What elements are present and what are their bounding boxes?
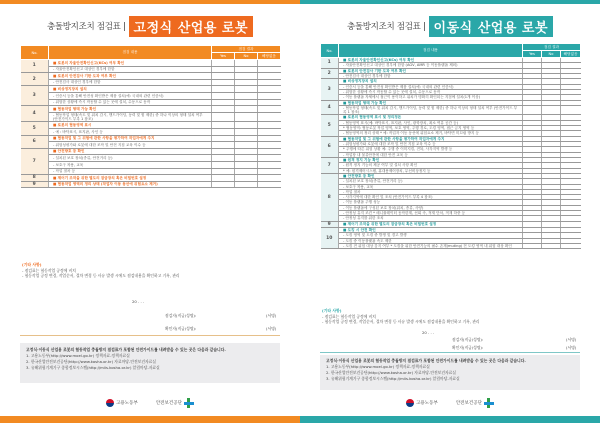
table-row — [21, 86, 281, 93]
ministry-logo — [406, 399, 438, 407]
result-cell-yes[interactable] — [212, 60, 235, 67]
check-content-cell — [49, 142, 212, 149]
row-number: 7 — [21, 148, 49, 174]
row-number: 8 — [321, 173, 339, 221]
agency-logo — [156, 398, 194, 408]
check-content-cell — [49, 148, 212, 155]
result-cell-na[interactable] — [258, 135, 281, 142]
result-cell-na[interactable] — [258, 99, 281, 106]
taegeuk-icon — [106, 399, 114, 407]
result-cell-no[interactable] — [235, 106, 258, 113]
header-na: 해당없음 — [258, 53, 281, 60]
result-cell-no[interactable] — [235, 79, 258, 86]
result-cell-no[interactable] — [235, 92, 258, 99]
result-cell-yes[interactable] — [212, 106, 235, 113]
result-cell-no[interactable] — [235, 99, 258, 106]
row-number: 2 — [321, 68, 339, 79]
row-number: 1 — [321, 58, 339, 69]
result-cell-yes[interactable] — [212, 168, 235, 175]
check-item-detail: - 도킹 전 위험 대상 감지 여부 * 도킹을 위한 안전기능의 필수 존재(muting) 전 도킹 영역 내 위험 대상 확인 — [343, 244, 512, 249]
check-item-title: ■ 로봇의 협동영역 표시 — [53, 123, 92, 128]
title-prefix: 충돌방지조치 점검표 | — [46, 22, 126, 32]
top-accent-bar — [300, 0, 600, 4]
inspector-label: 점검자(직급/성명): — [452, 337, 484, 342]
row-number: 5 — [21, 122, 49, 135]
check-item-detail: - 이동 플랫폼에 구성된 보호 장치(위치, 종류, 사양) — [343, 205, 424, 210]
table-row — [21, 79, 281, 86]
row-number: 9 — [321, 221, 339, 227]
check-item-detail: - 자율안전확인신고 대상인 경우에 한함 — [53, 67, 115, 72]
result-cell-yes[interactable] — [212, 161, 235, 168]
check-item-title: ■ 제어기 조작을 위한 별도의 잠금장치 혹은 비밀번호 설정 — [343, 222, 437, 227]
header-result: 점검 결과 — [523, 44, 581, 51]
result-cell-na[interactable] — [258, 79, 281, 86]
check-item-detail: - 위험성평가와 로봇에 대한 조작 및 안전 지침 교육 이수 등 — [53, 142, 146, 147]
result-cell-no[interactable] — [235, 168, 258, 175]
check-item-title: ■ 협동작업 형태 가능 확인 — [343, 100, 387, 105]
table-row — [21, 175, 281, 182]
info-link-moel[interactable]: 1. 고용노동부(http://www.moel.go.kr) 정책자료-정책자료실 — [26, 353, 130, 359]
check-item-detail: - 안정성 유지를 위한 조치 — [343, 216, 384, 221]
inspector-label: 점검자(직급/성명): — [165, 313, 197, 318]
notes-section — [22, 262, 180, 279]
result-cell-no[interactable] — [235, 112, 258, 122]
check-item-detail: - 협동작업 형태(속도 및 위치 감시, 핸드가이딩, 동력 및 힘 제한) 중 하나 이상의 형태 설치 여부 (안전가이드 부록 1 참조) — [343, 105, 518, 115]
info-title: 고정식·이동식 산업용 로봇의 협동작업 충돌방지 점검표가 포함된 안전가이드를 내려받을 수 있는 곳은 다음과 같습니다. — [326, 358, 526, 363]
header-no: No. — [21, 46, 49, 60]
row-number: 3 — [321, 79, 339, 100]
header-content: 점검 내용 — [339, 44, 523, 58]
confirmer-label: 확인자(직급/성명): — [452, 345, 484, 350]
header-no-col: No — [542, 51, 561, 58]
check-item-detail: - 작업장 내 물류안전에 대한 안전 교육 등 — [343, 152, 408, 157]
date-line: 20 . . . — [132, 299, 145, 304]
check-content-cell — [49, 155, 212, 162]
notes-title: (기타 사항) — [22, 262, 42, 267]
check-item-detail: - 인증서 등을 통해 안전성 확인받은 제품 설치(예: 국내외 관련 인증서) — [343, 84, 454, 89]
check-item-title: ■ 제어기 조작을 위한 별도의 잠금장치 혹은 비밀번호 설정 — [53, 175, 147, 180]
bottom-accent-bar — [300, 416, 600, 423]
info-link-miis[interactable]: 3. 유해위험기계기구 종합정보시스템(http://miis.kosha.or.kr) 알림마당-자료실 — [326, 376, 460, 382]
row-number: 6 — [21, 135, 49, 148]
table-row — [21, 161, 281, 168]
check-item-detail: - 설치된 보호 장치(종류, 안전거리 등) — [53, 155, 113, 160]
result-cell-no[interactable] — [235, 161, 258, 168]
result-cell-na[interactable] — [258, 148, 281, 155]
checklist-table — [320, 43, 581, 249]
ministry-name: 고용노동부 — [116, 401, 138, 406]
check-item-detail: - 도킹 영역 및 도킹 중 발생 및 경고 발생 — [343, 233, 407, 238]
result-cell-na[interactable] — [258, 92, 281, 99]
check-item-title: ■ 협동작업 및 그 위험에 관한 사항을 평가하여 작업자에게 주지 — [53, 136, 155, 141]
check-item-detail: - 안전검사 대상인 경우에 한함 — [343, 73, 391, 78]
result-cell-na[interactable] — [258, 168, 281, 175]
result-cell-no[interactable] — [235, 181, 258, 188]
taegeuk-icon — [406, 399, 414, 407]
row-number: 5 — [321, 115, 339, 136]
header-yes: Yes — [523, 51, 542, 58]
check-content-cell — [49, 99, 212, 106]
info-link-miis[interactable]: 3. 유해위험기계기구 종합정보시스템(http://miis.kosha.or.kr) 알림마당-자료실 — [26, 365, 160, 371]
check-content-cell — [49, 181, 212, 188]
check-content-cell — [49, 161, 212, 168]
check-item-detail: - 위험한 상황에 즉시 작동할 수 있는 곳에 설치, 수동으로 동작 — [53, 100, 151, 105]
result-cell-yes[interactable] — [212, 135, 235, 142]
download-info-box — [20, 343, 280, 383]
result-cell-yes[interactable] — [212, 155, 235, 162]
page-title — [300, 16, 600, 36]
row-number: 6 — [321, 136, 339, 157]
result-cell-no[interactable] — [235, 142, 258, 149]
result-cell-na[interactable] — [258, 106, 281, 113]
check-item-detail: - 설치된 보호 장치(종류, 안전거리 등) — [343, 179, 403, 184]
header-na: 해당없음 — [561, 51, 581, 58]
info-link-moel[interactable]: 1. 고용노동부(http://www.moel.go.kr) 정책자료-정책자료실 — [326, 364, 430, 370]
check-item-detail: - 도킹 중 이동플랫폼 속도 제한 — [343, 238, 392, 243]
result-cell-na[interactable] — [258, 181, 281, 188]
row-number: 1 — [21, 60, 49, 73]
result-cell-yes[interactable] — [212, 66, 235, 73]
agency-name: 안전보건공단 — [455, 401, 482, 406]
result-cell-no[interactable] — [235, 122, 258, 129]
table-row — [21, 181, 281, 188]
bottom-accent-bar — [0, 416, 300, 423]
note-line: - 점검표는 협동작업 공정에 비치 — [22, 267, 76, 273]
check-content-cell — [49, 128, 212, 135]
check-content-cell — [49, 112, 212, 122]
notes-section — [322, 308, 480, 325]
result-cell-na[interactable] — [258, 161, 281, 168]
result-cell-na[interactable] — [258, 73, 281, 80]
result-cell-na[interactable] — [561, 244, 581, 249]
result-cell-yes[interactable] — [212, 112, 235, 122]
confirmer-sign: (서명) — [566, 345, 577, 350]
result-cell-na[interactable] — [561, 105, 581, 115]
check-item-detail: * 예: 원격제어시스템, 휴대용제어장치, 무선비상정지 등 — [343, 168, 431, 173]
result-cell-yes[interactable] — [212, 181, 235, 188]
result-cell-yes[interactable] — [212, 99, 235, 106]
table-row — [21, 112, 281, 122]
result-cell-yes[interactable] — [212, 73, 235, 80]
result-cell-no[interactable] — [235, 128, 258, 135]
footer-logos — [300, 398, 600, 408]
check-content-cell — [49, 135, 212, 142]
check-item-title: ■ 비상정지장치 설치 — [53, 87, 87, 92]
ministry-name: 고용노동부 — [416, 401, 438, 406]
divider — [320, 352, 580, 353]
result-cell-yes[interactable] — [212, 92, 235, 99]
check-item-title: ■ 협동작업 및 그 위험에 관한 사항을 평가하여 작업자에게 주지 — [343, 136, 445, 141]
check-item-detail: - 협동영역의 정리 상태 * 예: 작업자 이동 동선에 위험요소 제거, 바닥면 미끄럼 방지 등 — [343, 131, 479, 136]
inspector-sign: (서명) — [266, 313, 277, 318]
check-item-detail: - 이동 플랫폼 자체에서 접근이 용이하고 위치가 명확히 확인되는 지점에 설치(1개 이상) — [343, 95, 480, 100]
result-cell-no[interactable] — [235, 66, 258, 73]
check-item-detail: - 위험성평가와 로봇에 대한 조작 및 안전 지침 교육 이수 등 — [343, 142, 436, 146]
note-line: - 협동작업 공정 변경, 작업순서, 절차 변경 등 사유 발생 시에도 점검내용을 확인하고 기록, 관리 — [322, 319, 480, 325]
result-cell-no[interactable] — [235, 73, 258, 80]
check-content-cell — [49, 92, 212, 99]
check-item-detail: - 사각지역에 대한 확인 및 조치 (안전가이드 부록 4 참조) — [343, 195, 433, 200]
table-row — [21, 66, 281, 73]
result-cell-na[interactable] — [258, 86, 281, 93]
check-item-title: ■ 안전방호 등 확인 — [53, 149, 85, 154]
page-title — [0, 16, 300, 36]
row-number: 10 — [321, 228, 339, 249]
check-item-title: ■ 원격 정지 기능 확인 — [343, 157, 380, 162]
result-cell-yes[interactable] — [212, 142, 235, 149]
table-row — [21, 122, 281, 129]
title-prefix: 충돌방지조치 점검표 | — [346, 22, 426, 32]
inspector-sign: (서명) — [566, 337, 577, 342]
check-item-detail: - 보호구 착용, 교육 — [53, 162, 84, 167]
confirmer-label: 확인자(직급/성명): — [165, 326, 197, 331]
check-item-detail: - 보호구 착용, 교육 — [343, 184, 374, 189]
result-cell-no[interactable] — [235, 148, 258, 155]
note-line: - 점검표는 협동작업 공정에 비치 — [322, 313, 376, 319]
check-content-cell — [49, 168, 212, 175]
header-content: 점검 내용 — [49, 46, 212, 60]
table-row — [21, 135, 281, 142]
row-number: 2 — [21, 73, 49, 86]
confirmer-sign: (서명) — [266, 326, 277, 331]
note-line: - 협동작업 공정 변경, 작업순서, 절차 변경 등 사유 발생 시에도 점검내용을 확인하고 기록, 관리 — [22, 273, 180, 279]
notes-title: (기타 사항) — [322, 308, 342, 313]
info-link-kosha[interactable]: 2. 한국산업안전보건공단(http://www.kosha.or.kr) 자료마당-안전보건자료실 — [26, 359, 157, 365]
header-yes: Yes — [212, 53, 235, 60]
agency-logo — [456, 398, 494, 408]
table-row — [21, 155, 281, 162]
check-item-detail: * 협동영역: 협동로봇 작업 영역, 보호 영역, 주행 경로, 도킹 영역, 접근 금지 영역 등 — [343, 126, 475, 131]
table-row — [21, 128, 281, 135]
footer-logos — [0, 398, 300, 408]
check-item-title: ■ 로봇의 협동영역 표시 및 정리정돈 — [343, 115, 402, 120]
row-number: 4 — [321, 100, 339, 115]
check-item-detail: - 안정성 유지 조건 * 매니퓰레이터 동작한계, 선회 속, 적재 단차, 적재 하중 등 — [343, 211, 466, 216]
check-item-detail: - 작업 절차 등 — [53, 169, 76, 174]
result-cell-yes[interactable] — [523, 105, 542, 115]
result-cell-no[interactable] — [235, 155, 258, 162]
result-cell-na[interactable] — [258, 155, 281, 162]
checklist-page-mobile-robot — [300, 0, 600, 423]
result-cell-no[interactable] — [542, 244, 561, 249]
check-item-detail: - 작업 절차 — [343, 189, 361, 194]
check-item-title: ■ 협동작업 영역의 정리 상태 (작업자 이동 동선에 위험요소 제거) — [53, 182, 158, 187]
result-cell-yes[interactable] — [523, 244, 542, 249]
info-link-kosha[interactable]: 2. 한국산업안전보건공단(http://www.kosha.or.kr) 자료마당-안전보건자료실 — [326, 370, 457, 376]
table-row — [21, 60, 281, 67]
check-item-detail: - 협동작업 형태(속도 및 위치 감시, 핸드가이딩, 동력 및 힘 제한) 중 하나 이상의 형태 설치 여부(안전가이드 부록 1 참조) — [53, 112, 203, 122]
result-cell-no[interactable] — [235, 86, 258, 93]
check-content-cell — [49, 79, 212, 86]
check-content-cell — [49, 86, 212, 93]
top-accent-bar — [0, 0, 300, 4]
agency-name: 안전보건공단 — [155, 401, 182, 406]
result-cell-yes[interactable] — [212, 122, 235, 129]
result-cell-no[interactable] — [235, 60, 258, 67]
check-item-detail: - 안전검사 대상인 경우에 한함 — [53, 80, 101, 85]
table-row — [21, 99, 281, 106]
result-cell-yes[interactable] — [212, 148, 235, 155]
table-row — [321, 105, 581, 115]
check-item-title: ■ 로봇의 자율안전확인신고(KCs) 여부 확인 — [343, 58, 415, 62]
result-cell-yes[interactable] — [212, 79, 235, 86]
check-content-cell — [339, 105, 523, 115]
result-cell-no[interactable] — [542, 105, 561, 115]
check-item-title: ■ 안전방호 등 확인 — [343, 173, 375, 178]
ministry-logo — [106, 399, 138, 407]
table-row — [21, 148, 281, 155]
row-number: 3 — [21, 86, 49, 106]
info-title: 고정식·이동식 산업용 로봇의 협동작업 충돌방지 점검표가 포함된 안전가이드를 내려받을 수 있는 곳은 다음과 같습니다. — [26, 347, 226, 352]
result-cell-na[interactable] — [258, 175, 281, 182]
check-item-title: ■ 로봇의 안전검사 기한 도과 여부 확인 — [343, 68, 406, 73]
check-item-detail: - 예 : 바닥표시, 표지판, 사인 등 — [53, 129, 103, 134]
result-cell-na[interactable] — [258, 66, 281, 73]
check-item-detail: * 주행에 따른 위험 상황 예: 주행 중 이미지킹, 전복, 사각지역 발생 등 — [343, 147, 453, 152]
checklist-table — [20, 45, 281, 188]
check-item-detail: - 이동 플랫폼 주행 성능 — [343, 200, 381, 205]
result-cell-yes[interactable] — [212, 86, 235, 93]
check-item-title: ■ 도킹 시 안전 확인 — [343, 228, 376, 233]
table-row — [21, 142, 281, 149]
check-item-detail: - 원격 정지 기능의 제공 여부 및 설치 사항 확인 — [343, 163, 418, 168]
result-cell-na[interactable] — [258, 128, 281, 135]
check-item-title: ■ 로봇의 자율안전확인신고(KCs) 여부 확인 — [53, 60, 125, 65]
check-item-detail: - 자율안전확인신고 대상인 경우에 한함 (AGV, AMR 등 이동플랫폼 제외) — [343, 63, 458, 68]
table-row — [21, 73, 281, 80]
check-content-cell — [49, 60, 212, 67]
result-cell-no[interactable] — [235, 135, 258, 142]
table-row — [321, 244, 581, 249]
table-row — [21, 92, 281, 99]
check-item-detail: - 협동영역 표시(예: 바닥표시, 표지판, 사인, 광학장치, 최소 여유 공간 등) — [343, 120, 459, 125]
check-item-detail: - 위험한 상황에 즉시 작동할 수 있는 곳에 설치, 수동으로 동작 — [343, 89, 441, 94]
check-item-title: ■ 비상정지장치 설치 — [343, 79, 377, 84]
cross-icon — [484, 398, 494, 408]
check-content-cell — [49, 106, 212, 113]
row-number: 7 — [321, 157, 339, 173]
row-number: 4 — [21, 106, 49, 122]
result-cell-na[interactable] — [258, 122, 281, 129]
result-cell-na[interactable] — [258, 60, 281, 67]
result-cell-yes[interactable] — [212, 175, 235, 182]
result-cell-na[interactable] — [258, 142, 281, 149]
download-info-box — [320, 355, 580, 390]
result-cell-na[interactable] — [258, 112, 281, 122]
check-content-cell — [49, 73, 212, 80]
title-main: 고정식 산업용 로봇 — [129, 16, 254, 37]
title-main: 이동식 산업용 로봇 — [429, 16, 554, 37]
cross-icon — [184, 398, 194, 408]
result-cell-yes[interactable] — [212, 128, 235, 135]
check-content-cell — [49, 122, 212, 129]
check-content-cell — [339, 244, 523, 249]
check-content-cell — [49, 66, 212, 73]
row-number: 9 — [21, 181, 49, 188]
row-number: 8 — [21, 175, 49, 182]
table-row — [21, 168, 281, 175]
check-item-title: ■ 협동작업 형태 가능 확인 — [53, 106, 97, 111]
table-row — [21, 106, 281, 113]
header-no-col: No — [235, 53, 258, 60]
date-line: 20 . . . — [422, 330, 435, 335]
check-item-detail: - 인증서 등을 통해 안전성 확인받은 제품 설치(예: 국내외 관련 인증서) — [53, 93, 164, 98]
check-item-title: ■ 로봇의 안전검사 기한 도과 여부 확인 — [53, 73, 116, 78]
check-content-cell — [49, 175, 212, 182]
result-cell-no[interactable] — [235, 175, 258, 182]
divider — [20, 335, 280, 336]
header-no: No. — [321, 44, 339, 58]
header-result: 점검 결과 — [212, 46, 281, 53]
